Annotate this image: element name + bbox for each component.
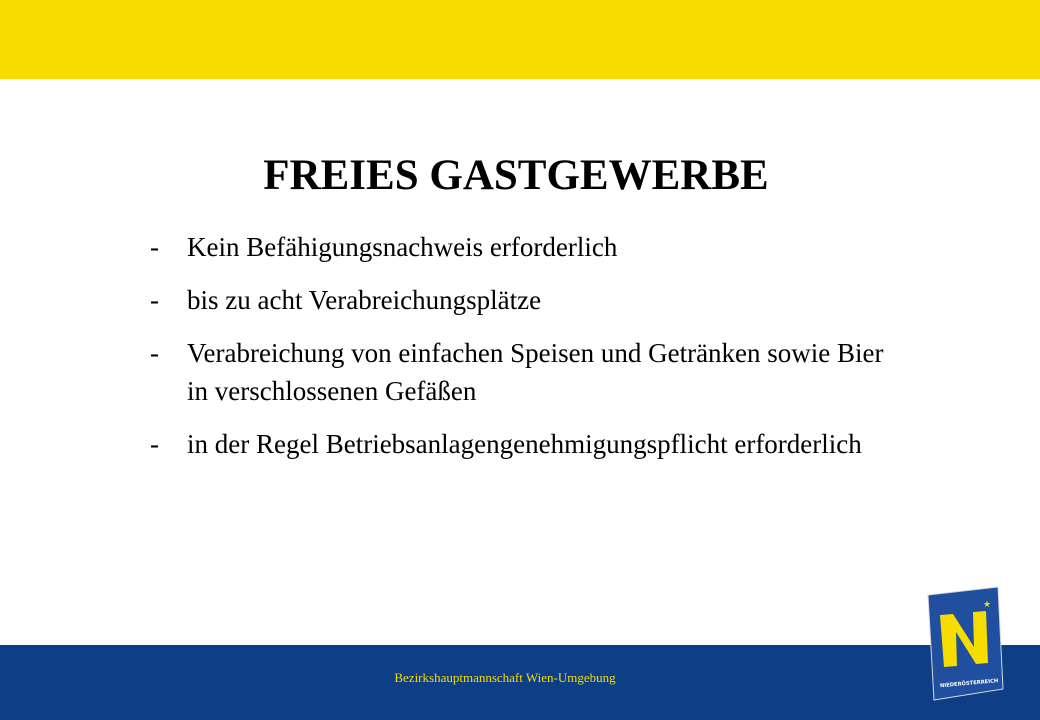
bullet-dash: - bbox=[150, 232, 159, 262]
slide-title: FREIES GASTGEWERBE bbox=[263, 152, 769, 199]
top-yellow-band bbox=[0, 0, 1040, 79]
bullet-dash: - bbox=[150, 429, 159, 459]
bullet-item bbox=[150, 228, 910, 266]
bullet-text: in der Regel Betriebsanlagengenehmigungspflicht erforderlich bbox=[187, 429, 862, 459]
bullet-text: Verabreichung von einfachen Speisen und Getränken sowie Bier in verschlossenen Gefäßen bbox=[187, 338, 884, 406]
bullet-item bbox=[150, 425, 910, 463]
niederoesterreich-logo-icon bbox=[926, 585, 1004, 703]
footer-text: Bezirkshauptmannschaft Wien-Umgebung bbox=[394, 670, 616, 685]
bullet-dash: - bbox=[150, 285, 159, 315]
logo-star-icon: ★ bbox=[983, 600, 992, 610]
bullet-text: Kein Befähigungsnachweis erforderlich bbox=[187, 232, 618, 262]
bullet-item bbox=[150, 334, 910, 410]
bullet-item bbox=[150, 281, 910, 319]
bullet-text: bis zu acht Verabreichungsplätze bbox=[187, 285, 542, 315]
bullet-list bbox=[150, 228, 910, 478]
bullet-dash: - bbox=[150, 338, 159, 368]
logo-caption: NIEDERÖSTERREICH bbox=[939, 678, 999, 690]
